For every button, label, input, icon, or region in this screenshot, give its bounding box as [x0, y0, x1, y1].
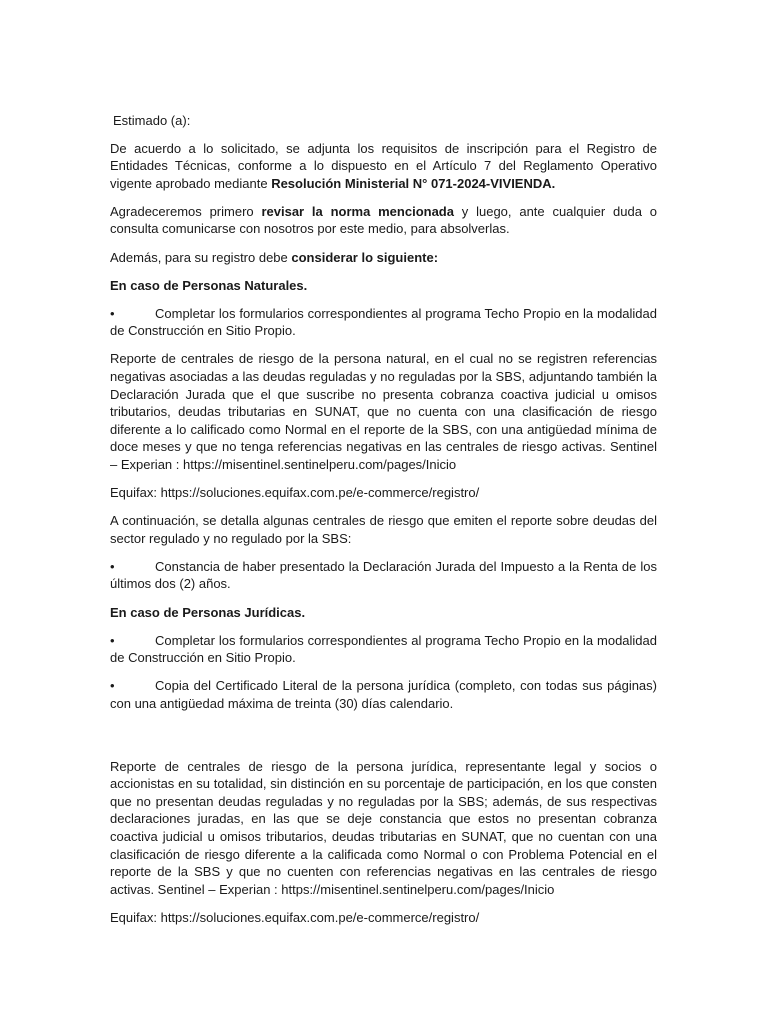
natural-bullet-2 [110, 558, 657, 593]
natural-bullet-1 [110, 305, 657, 340]
thanks-bold: revisar la norma mencionada [261, 203, 454, 219]
bullet-icon: • [110, 305, 115, 321]
intro-paragraph [110, 140, 657, 193]
consider-paragraph [110, 249, 657, 267]
natural-item-2: Constancia de haber presentado la Declaración Jurada del Impuesto a la Renta de los últimos dos (2) años. [110, 558, 657, 592]
thanks-pre: Agradeceremos primero [110, 203, 262, 219]
resolution-reference: Resolución Ministerial N° 071-2024-VIVIENDA. [271, 175, 556, 191]
thanks-paragraph [110, 203, 657, 238]
juridica-equifax-line: Equifax: https://soluciones.equifax.com.pe/e-commerce/registro/ [110, 909, 480, 925]
thanks-post: y luego, ante cualquier duda o consulta comunicarse con nosotros por este medio, para absolverlas. [110, 203, 657, 237]
consider-pre: Además, para su registro debe [110, 249, 292, 265]
bullet-icon: • [110, 678, 115, 694]
juridica-bullet-2 [110, 677, 657, 712]
juridica-item-2: Copia del Certificado Literal de la persona jurídica (completo, con todas sus páginas) con una antigüedad máxima de treinta (30) días calendario. [110, 678, 657, 711]
document-body [110, 112, 657, 937]
greeting: Estimado (a): [113, 113, 191, 128]
juridica-item-1: Completar los formularios correspondientes al programa Techo Propio en la modalidad de Construcción en Sitio Propio. [110, 632, 657, 666]
bullet-icon: • [110, 558, 115, 574]
natural-item-1: Completar los formularios correspondientes al programa Techo Propio en la modalidad de Construcción en Sitio Propio. [110, 305, 657, 339]
juridica-heading: En caso de Personas Jurídicas. [110, 604, 306, 620]
natural-continuation-paragraph: A continuación, se detalla algunas centrales de riesgo que emiten el reporte sobre deudas del sector regulado y no regulado por la SBS: [110, 513, 657, 546]
juridica-bullet-1 [110, 632, 657, 667]
intro-text: De acuerdo a lo solicitado, se adjunta los requisitos de inscripción para el Registro de Entidades Técnicas, conforme a lo dispuesto en el Artículo 7 del Reglamento Operativo vigente aprobado mediante [110, 140, 657, 191]
natural-report-paragraph: Reporte de centrales de riesgo de la persona natural, en el cual no se registren referencias negativas asociadas a las deudas reguladas y no reguladas por la SBS, adjuntando también la Declaración Jurada que el que suscribe no presenta cobranza coactiva judicial u omisos tributarios, deudas tributarias en SUNAT, que no cuenta con una clasificación de riesgo diferente a lo calificado como Normal en el reporte de la SBS, con una antigüedad mínima de doce meses y que no tenga referencias negativas en las centrales de riesgo activas. Sentinel – Experian : https://misentinel.sentinelperu.com/pages/Inicio [110, 351, 657, 472]
natural-heading: En caso de Personas Naturales. [110, 277, 308, 293]
natural-equifax-line: Equifax: https://soluciones.equifax.com.pe/e-commerce/registro/ [110, 485, 480, 501]
bullet-icon: • [110, 632, 115, 648]
consider-bold: considerar lo siguiente: [291, 249, 439, 265]
juridica-report-paragraph: Reporte de centrales de riesgo de la persona jurídica, representante legal y socios o accionistas en su totalidad, sin distinción en su porcentaje de participación, en los que consten que no presentan deudas reguladas y no reguladas por la SBS; además, de sus respectivas declaraciones juradas, en las que se deje constancia que estos no presentan cobranza coactiva judicial u omisos tributarios, deudas tributarias en SUNAT, que no cuentan con una clasificación de riesgo diferente a la calificada como Normal o con Problema Potencial en el reporte de la SBS y que no cuenten con referencias negativas en las centrales de riesgo activas. Sentinel – Experian : https://misentinel.sentinelperu.com/pages/Inicio [110, 758, 657, 897]
